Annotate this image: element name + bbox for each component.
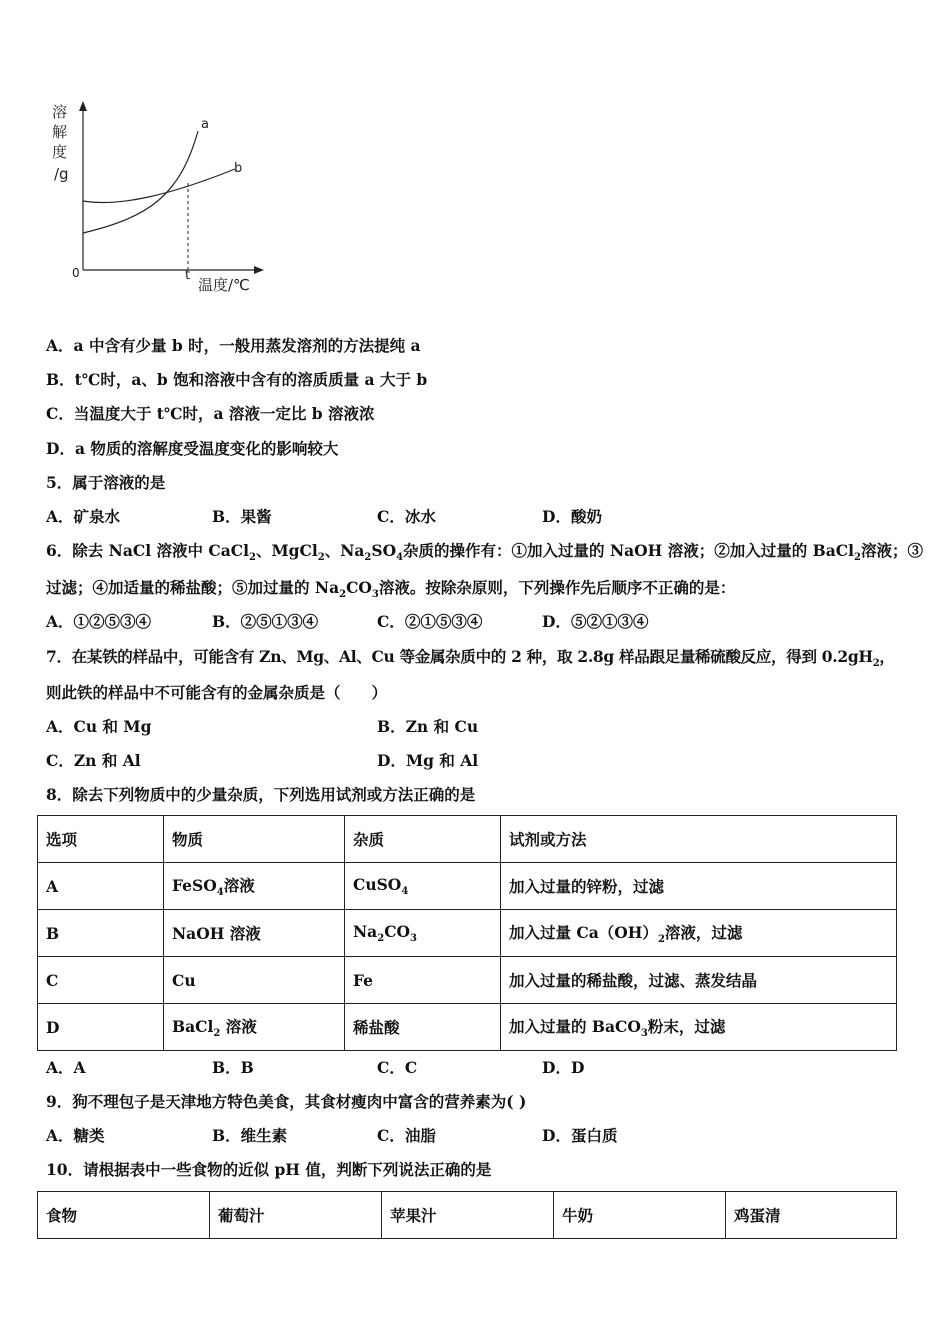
q6-option-d: D．⑤②①③④ [542, 612, 649, 631]
q8-row-c-impurity: Fe [345, 957, 501, 1004]
q4-option-c: C．当温度大于 t℃时，a 溶液一定比 b 溶液浓 [46, 404, 375, 423]
q10-header-food: 食物 [38, 1192, 210, 1239]
q8-header-method: 试剂或方法 [501, 816, 897, 863]
ylabel-2: 解 [52, 123, 68, 141]
q8-row-c-option: C [38, 957, 164, 1004]
q10-stem: 10．请根据表中一些食物的近似 pH 值，判断下列说法正确的是 [46, 1160, 492, 1179]
origin-label: 0 [72, 266, 80, 280]
q8-row-d-option: D [38, 1004, 164, 1051]
q6-option-c: C．②①⑤③④ [377, 612, 483, 631]
q8-option-c: C．C [377, 1058, 418, 1077]
q8-option-a: A．A [46, 1058, 86, 1077]
t-label: t [185, 268, 191, 283]
curve-a-label: a [201, 117, 209, 132]
q8-header-row [38, 816, 897, 863]
q7-option-c: C．Zn 和 Al [46, 751, 141, 770]
solubility-graph [40, 95, 280, 305]
q10-header-grape-juice: 葡萄汁 [210, 1192, 382, 1239]
ylabel-4: /g [54, 165, 69, 183]
q8-row-b-method: 加入过量 $Ca(OH)_2$溶液，过滤 [501, 910, 897, 957]
q9-option-c: C．油脂 [377, 1126, 436, 1145]
q9-stem: 9．狗不理包子是天津地方特色美食，其食材瘦肉中富含的营养素为( ) [46, 1092, 527, 1111]
q5-option-b: B．果酱 [212, 507, 272, 526]
q9-option-d: D．蛋白质 [542, 1126, 618, 1145]
q8-option-b: B．B [212, 1058, 254, 1077]
q9-option-b: B．维生素 [212, 1126, 288, 1145]
table-row [38, 1004, 897, 1051]
q5-option-a: A．矿泉水 [46, 507, 121, 526]
q8-row-d-method: 加入过量的 BaCO$_3$粉末，过滤 [501, 1004, 897, 1051]
curve-b-label: b [234, 161, 243, 176]
q8-row-d-substance: BaCl$_2$ 溶液 [164, 1004, 345, 1051]
x-axis-label: 温度/℃ [198, 276, 250, 294]
q7-option-a: A．Cu 和 Mg [46, 717, 152, 736]
q8-row-b-substance: NaOH 溶液 [164, 910, 345, 957]
curve-a [83, 131, 198, 233]
table-row [38, 910, 897, 957]
q4-option-a: A．a 中含有少量 b 时，一般用蒸发溶剂的方法提纯 a [46, 336, 421, 355]
q8-row-a-substance: FeSO$_4$溶液 [164, 863, 345, 910]
table-row [38, 863, 897, 910]
curve-b [83, 169, 235, 203]
q6-stem-line1: 6．除去 NaCl 溶液中 CaCl$_2$、MgCl$_2$、$Na_2SO_4$杂质的操作有：①加入过量的 NaOH 溶液；②加入过量的 BaCl$_2$溶液；③ [46, 541, 923, 564]
q7-option-b: B．Zn 和 Cu [377, 717, 479, 736]
q9-option-a: A．糖类 [46, 1126, 105, 1145]
q7-option-d: D．Mg 和 Al [377, 751, 479, 770]
q5-option-d: D．酸奶 [542, 507, 602, 526]
q8-option-d: D．D [542, 1058, 585, 1077]
q7-stem-line1: 7．在某铁的样品中，可能含有 Zn、Mg、Al、Cu 等金属杂质中的 2 种，取 2.8g 样品跟足量稀硫酸反应，得到 $0.2gH_2$， [46, 647, 895, 670]
q4-option-b: B．t℃时，a、b 饱和溶液中含有的溶质质量 a 大于 b [46, 370, 428, 389]
q6-stem-line2: 过滤；④加适量的稀盐酸；⑤加过量的 $Na_2CO_3$溶液。按除杂原则，下列操作先后顺序不正确的是： [46, 578, 736, 601]
q8-row-a-impurity: CuSO$_4$ [345, 863, 501, 910]
q8-row-c-substance: Cu [164, 957, 345, 1004]
q8-row-a-option: A [38, 863, 164, 910]
q6-option-b: B．②⑤①③④ [212, 612, 319, 631]
q8-row-d-impurity: 稀盐酸 [345, 1004, 501, 1051]
table-row [38, 957, 897, 1004]
q8-header-option: 选项 [38, 816, 164, 863]
q8-stem: 8．除去下列物质中的少量杂质，下列选用试剂或方法正确的是 [46, 785, 476, 804]
q8-table [37, 815, 897, 1051]
q5-option-c: C．冰水 [377, 507, 436, 526]
x-axis-arrow [254, 266, 264, 274]
q8-header-impurity: 杂质 [345, 816, 501, 863]
q10-header-egg-white: 鸡蛋清 [726, 1192, 897, 1239]
q4-option-d: D．a 物质的溶解度受温度变化的影响较大 [46, 439, 339, 458]
q8-row-b-option: B [38, 910, 164, 957]
q10-header-milk: 牛奶 [554, 1192, 726, 1239]
q5-stem: 5．属于溶液的是 [46, 473, 166, 492]
y-axis-arrow [79, 101, 87, 111]
q10-header-apple-juice: 苹果汁 [382, 1192, 554, 1239]
ylabel-3: 度 [52, 143, 68, 161]
q8-row-b-impurity: $Na_2CO_3$ [345, 910, 501, 957]
q8-row-a-method: 加入过量的锌粉，过滤 [501, 863, 897, 910]
q10-table [37, 1191, 897, 1239]
q7-stem-line2: 则此铁的样品中不可能含有的金属杂质是（ ） [46, 683, 388, 702]
q6-option-a: A．①②⑤③④ [46, 612, 152, 631]
q8-row-c-method: 加入过量的稀盐酸，过滤、蒸发结晶 [501, 957, 897, 1004]
q8-header-substance: 物质 [164, 816, 345, 863]
q10-header-row [38, 1192, 897, 1239]
ylabel-1: 溶 [52, 103, 68, 121]
